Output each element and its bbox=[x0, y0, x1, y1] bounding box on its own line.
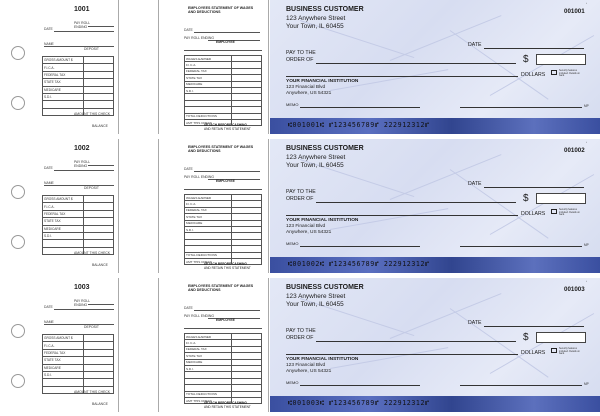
check-number: 001002 bbox=[564, 147, 585, 154]
stub-row-label: S.D.I. bbox=[43, 93, 84, 100]
padlock-icon bbox=[551, 348, 557, 353]
statement-employee-line bbox=[184, 189, 262, 190]
wage-statement bbox=[178, 139, 266, 273]
statement-row-label: MEDICARE bbox=[185, 220, 232, 226]
business-address-2: Your Town, IL 60455 bbox=[286, 301, 344, 308]
statement-date-line bbox=[194, 171, 260, 172]
statement-row-label: AMT THIS CHECK bbox=[185, 397, 232, 403]
signature-line[interactable] bbox=[460, 107, 582, 108]
statement-row-label: STATE TAX bbox=[185, 75, 232, 81]
memo-label: MEMO bbox=[286, 102, 299, 107]
statement-row-label: FEDERAL TAX bbox=[185, 207, 232, 213]
stub-row-value[interactable] bbox=[84, 71, 114, 78]
statement-employee-label: EMPLOYEE bbox=[216, 318, 235, 322]
dollars-label: DOLLARS bbox=[521, 72, 546, 78]
written-amount-line[interactable] bbox=[286, 354, 518, 355]
statement-table bbox=[184, 194, 262, 265]
perforation-line bbox=[158, 139, 159, 273]
statement-row-label: TOTAL DEDUCTIONS bbox=[185, 391, 232, 397]
stub-balance-label: BALANCE bbox=[92, 402, 108, 406]
stub-payroll-line bbox=[88, 304, 114, 305]
statement-table bbox=[184, 55, 262, 126]
corner-mark: ▪ bbox=[586, 280, 587, 283]
bank-name: YOUR FINANCIAL INSTITUTION bbox=[286, 79, 359, 84]
detach-text: DETACH BEFORE CASHING bbox=[204, 262, 247, 266]
memo-line[interactable] bbox=[300, 385, 420, 386]
stub-number: 1001 bbox=[74, 6, 90, 13]
statement-row-label: WAGES EARNED bbox=[185, 195, 232, 201]
statement-payroll-label: PAY ROLL ENDING bbox=[184, 36, 215, 40]
corner-mark: ▪ bbox=[586, 2, 587, 5]
stub-table-row bbox=[43, 86, 114, 93]
statement-row-label: AMT THIS CHECK bbox=[185, 258, 232, 264]
stub-table-row bbox=[43, 357, 114, 364]
statement-row-label: AMT THIS CHECK bbox=[185, 119, 232, 125]
retain-text: AND RETAIN THIS STATEMENT bbox=[204, 126, 251, 131]
check-set bbox=[0, 0, 600, 134]
stub-payroll-label: PAY ROLL ENDING bbox=[74, 299, 90, 307]
business-address-2: Your Town, IL 60455 bbox=[286, 162, 344, 169]
memo-label: MEMO bbox=[286, 241, 299, 246]
stub-date-label: DATE bbox=[44, 305, 53, 309]
signature-line[interactable] bbox=[460, 385, 582, 386]
business-address-1: 123 Anywhere Street bbox=[286, 15, 346, 22]
pay-to-label-1: PAY TO THE bbox=[286, 189, 316, 195]
check-number: 001003 bbox=[564, 286, 585, 293]
stub-row-label bbox=[43, 101, 84, 108]
amount-box[interactable] bbox=[536, 54, 586, 65]
wage-statement bbox=[178, 0, 266, 134]
dollar-sign: $ bbox=[523, 54, 529, 65]
pay-to-label-2: ORDER OF bbox=[286, 57, 314, 63]
stub-row-label: GROSS AMOUNT $ bbox=[43, 335, 84, 342]
check bbox=[270, 0, 600, 134]
mp-label: MP bbox=[584, 104, 589, 108]
stub-row-value[interactable] bbox=[84, 196, 114, 203]
memo-label: MEMO bbox=[286, 380, 299, 385]
stub-row-label: S.D.I. bbox=[43, 371, 84, 378]
security-text: Security features included. Details on back. bbox=[559, 208, 580, 217]
stub-deposit-label: DEPOSIT bbox=[84, 186, 99, 190]
pay-to-label-2: ORDER OF bbox=[286, 196, 314, 202]
perforation-line bbox=[158, 0, 159, 134]
statement-row-label: WAGES EARNED bbox=[185, 56, 232, 62]
retain-text: AND RETAIN THIS STATEMENT bbox=[204, 404, 251, 409]
stub-table-row bbox=[43, 335, 114, 342]
check bbox=[270, 278, 600, 412]
stub-row-value[interactable] bbox=[84, 210, 114, 217]
stub-payroll-label: PAY ROLL ENDING bbox=[74, 160, 90, 168]
perforation-line bbox=[158, 278, 159, 412]
bank-address-2: Anywhere, US 54321 bbox=[286, 369, 332, 374]
signature-line[interactable] bbox=[460, 246, 582, 247]
stub-row-value[interactable] bbox=[84, 342, 114, 349]
stub-balance-label: BALANCE bbox=[92, 124, 108, 128]
bank-name: YOUR FINANCIAL INSTITUTION bbox=[286, 357, 359, 362]
statement-row-label: FEDERAL TAX bbox=[185, 68, 232, 74]
stub-row-label bbox=[43, 379, 84, 386]
bank-name: YOUR FINANCIAL INSTITUTION bbox=[286, 218, 359, 223]
stub-date-label: DATE bbox=[44, 166, 53, 170]
perforation-line bbox=[118, 278, 119, 412]
stub-row-label: STATE TAX bbox=[43, 357, 84, 364]
memo-line[interactable] bbox=[300, 246, 420, 247]
binder-hole bbox=[11, 46, 25, 60]
statement-row-label: S.D.I. bbox=[185, 365, 232, 371]
statement-row-label: MEDICARE bbox=[185, 81, 232, 87]
stub-row-label: F.I.C.A. bbox=[43, 203, 84, 210]
dollar-sign: $ bbox=[523, 332, 529, 343]
perforation-line bbox=[118, 139, 119, 273]
date-label: DATE bbox=[468, 320, 482, 326]
retain-text: AND RETAIN THIS STATEMENT bbox=[204, 265, 251, 270]
stub-payroll-line bbox=[88, 165, 114, 166]
stub-row-label: F.I.C.A. bbox=[43, 64, 84, 71]
stub-row-value[interactable] bbox=[84, 93, 114, 100]
pay-to-label-2: ORDER OF bbox=[286, 335, 314, 341]
statement-heading: EMPLOYEES STATEMENT OF WAGES AND DEDUCTIONS bbox=[188, 284, 254, 292]
statement-row-label: STATE TAX bbox=[185, 353, 232, 359]
bank-address-2: Anywhere, US 54321 bbox=[286, 91, 332, 96]
stub-row-value[interactable] bbox=[84, 64, 114, 71]
stub-row-label: FEDERAL TAX bbox=[43, 71, 84, 78]
stub-amount-label: AMOUNT THIS CHECK bbox=[74, 112, 111, 116]
stub-date-line bbox=[54, 170, 114, 171]
statement-payroll-label: PAY ROLL ENDING bbox=[184, 175, 215, 179]
statement-employee-label: EMPLOYEE bbox=[216, 179, 235, 183]
check-set bbox=[0, 278, 600, 412]
statement-date-line bbox=[194, 310, 260, 311]
check-stub bbox=[38, 139, 118, 273]
stub-amount-label: AMOUNT THIS CHECK bbox=[74, 251, 111, 255]
statement-date-label: DATE bbox=[184, 28, 193, 32]
stub-table bbox=[42, 56, 114, 116]
stub-row-value[interactable] bbox=[84, 101, 114, 108]
stub-row-value[interactable] bbox=[84, 371, 114, 378]
stub-amount-label: AMOUNT THIS CHECK bbox=[74, 390, 111, 394]
stub-table-row bbox=[43, 101, 114, 108]
detach-text: DETACH BEFORE CASHING bbox=[204, 123, 247, 127]
stub-table-row bbox=[43, 225, 114, 232]
stub-row-value[interactable] bbox=[84, 203, 114, 210]
bank-address-1: 123 Financial Blvd bbox=[286, 224, 326, 229]
date-line[interactable] bbox=[484, 48, 584, 49]
stub-number: 1002 bbox=[74, 145, 90, 152]
detach-text: DETACH BEFORE CASHING bbox=[204, 401, 247, 405]
stub-table bbox=[42, 195, 114, 255]
stub-name-line bbox=[44, 46, 114, 47]
written-amount-line[interactable] bbox=[286, 215, 518, 216]
stub-row-value[interactable] bbox=[84, 335, 114, 342]
stub-table-row bbox=[43, 342, 114, 349]
stub-row-label: F.I.C.A. bbox=[43, 342, 84, 349]
stub-table-row bbox=[43, 93, 114, 100]
statement-heading: EMPLOYEES STATEMENT OF WAGES AND DEDUCTIONS bbox=[188, 145, 254, 153]
stub-name-label: NAME bbox=[44, 320, 54, 324]
business-address-1: 123 Anywhere Street bbox=[286, 293, 346, 300]
statement-row-label: TOTAL DEDUCTIONS bbox=[185, 252, 232, 258]
stub-row-value[interactable] bbox=[84, 357, 114, 364]
stub-table-row bbox=[43, 232, 114, 239]
stub-row-label: MEDICARE bbox=[43, 86, 84, 93]
padlock-icon bbox=[551, 209, 557, 214]
stub-row-value[interactable] bbox=[84, 225, 114, 232]
business-name: BUSINESS CUSTOMER bbox=[286, 145, 364, 152]
stub-row-value[interactable] bbox=[84, 218, 114, 225]
security-text: Security features included. Details on back. bbox=[559, 69, 580, 78]
stub-row-label: STATE TAX bbox=[43, 218, 84, 225]
amount-box[interactable] bbox=[536, 193, 586, 204]
wage-statement bbox=[178, 278, 266, 412]
statement-employee-line bbox=[184, 328, 262, 329]
security-text: Security features included. Details on back. bbox=[559, 347, 580, 356]
stub-row-value[interactable] bbox=[84, 79, 114, 86]
check-stub bbox=[38, 278, 118, 412]
marble-vein bbox=[490, 313, 594, 374]
micr-line: ⑆001001⑆ ⑈123456789⑈ 222912312⑈ bbox=[288, 121, 430, 129]
stub-row-label: GROSS AMOUNT $ bbox=[43, 196, 84, 203]
micr-line: ⑆001003⑆ ⑈123456789⑈ 222912312⑈ bbox=[288, 399, 430, 407]
mp-label: MP bbox=[584, 243, 589, 247]
stub-deposit-label: DEPOSIT bbox=[84, 325, 99, 329]
check-stub bbox=[38, 0, 118, 134]
stub-row-value[interactable] bbox=[84, 349, 114, 356]
payee-line[interactable] bbox=[316, 341, 516, 342]
stub-name-line bbox=[44, 324, 114, 325]
written-amount-line[interactable] bbox=[286, 76, 518, 77]
statement-row-label: S.D.I. bbox=[185, 87, 232, 93]
business-address-2: Your Town, IL 60455 bbox=[286, 23, 344, 30]
padlock-icon bbox=[551, 70, 557, 75]
stub-table bbox=[42, 334, 114, 394]
stub-name-label: NAME bbox=[44, 42, 54, 46]
amount-box[interactable] bbox=[536, 332, 586, 343]
statement-row-label: WAGES EARNED bbox=[185, 334, 232, 340]
statement-employee-line bbox=[184, 50, 262, 51]
binder-hole bbox=[11, 185, 25, 199]
stub-table-row bbox=[43, 379, 114, 386]
bank-address-1: 123 Financial Blvd bbox=[286, 363, 326, 368]
mp-label: MP bbox=[584, 382, 589, 386]
statement-date-label: DATE bbox=[184, 306, 193, 310]
stub-date-line bbox=[54, 309, 114, 310]
statement-row-label: TOTAL DEDUCTIONS bbox=[185, 113, 232, 119]
perforation-line bbox=[118, 0, 119, 134]
corner-mark: ▪ bbox=[586, 141, 587, 144]
statement-row-label: F.I.C.A. bbox=[185, 340, 232, 346]
stub-payroll-label: PAY ROLL ENDING bbox=[74, 21, 90, 29]
statement-date-label: DATE bbox=[184, 167, 193, 171]
check-set bbox=[0, 139, 600, 273]
stub-row-value[interactable] bbox=[84, 86, 114, 93]
stub-date-label: DATE bbox=[44, 27, 53, 31]
statement-row-label: F.I.C.A. bbox=[185, 62, 232, 68]
stub-table-row bbox=[43, 371, 114, 378]
stub-balance-label: BALANCE bbox=[92, 263, 108, 267]
statement-heading: EMPLOYEES STATEMENT OF WAGES AND DEDUCTIONS bbox=[188, 6, 254, 14]
stub-row-label: STATE TAX bbox=[43, 79, 84, 86]
micr-line: ⑆001002⑆ ⑈123456789⑈ 222912312⑈ bbox=[288, 260, 430, 268]
stub-row-value[interactable] bbox=[84, 379, 114, 386]
binder-hole bbox=[11, 374, 25, 388]
business-name: BUSINESS CUSTOMER bbox=[286, 6, 364, 13]
statement-date-line bbox=[194, 32, 260, 33]
detach-notice bbox=[204, 124, 251, 132]
stub-table-row bbox=[43, 196, 114, 203]
dollars-label: DOLLARS bbox=[521, 350, 546, 356]
date-label: DATE bbox=[468, 42, 482, 48]
stub-row-value[interactable] bbox=[84, 57, 114, 64]
check-number: 001001 bbox=[564, 8, 585, 15]
stub-row-label: FEDERAL TAX bbox=[43, 210, 84, 217]
statement-payroll-label: PAY ROLL ENDING bbox=[184, 314, 215, 318]
bank-address-1: 123 Financial Blvd bbox=[286, 85, 326, 90]
pay-to-label-1: PAY TO THE bbox=[286, 50, 316, 56]
stub-table-row bbox=[43, 203, 114, 210]
perforation-line bbox=[268, 278, 269, 412]
stub-row-value[interactable] bbox=[84, 232, 114, 239]
stub-row-label: S.D.I. bbox=[43, 232, 84, 239]
stub-number: 1003 bbox=[74, 284, 90, 291]
stub-table-row bbox=[43, 218, 114, 225]
statement-row-label: FEDERAL TAX bbox=[185, 346, 232, 352]
date-line[interactable] bbox=[484, 187, 584, 188]
stub-date-line bbox=[54, 31, 114, 32]
stub-name-label: NAME bbox=[44, 181, 54, 185]
date-line[interactable] bbox=[484, 326, 584, 327]
marble-vein bbox=[490, 35, 594, 96]
check bbox=[270, 139, 600, 273]
stub-deposit-label: DEPOSIT bbox=[84, 47, 99, 51]
pay-to-label-1: PAY TO THE bbox=[286, 328, 316, 334]
binder-hole bbox=[11, 324, 25, 338]
statement-row-label: STATE TAX bbox=[185, 214, 232, 220]
dollars-label: DOLLARS bbox=[521, 211, 546, 217]
dollar-sign: $ bbox=[523, 193, 529, 204]
stub-row-label: MEDICARE bbox=[43, 364, 84, 371]
stub-table-row bbox=[43, 71, 114, 78]
date-label: DATE bbox=[468, 181, 482, 187]
stub-table-row bbox=[43, 349, 114, 356]
business-name: BUSINESS CUSTOMER bbox=[286, 284, 364, 291]
marble-vein bbox=[490, 174, 594, 235]
statement-row-label: S.D.I. bbox=[185, 226, 232, 232]
detach-notice bbox=[204, 402, 251, 410]
stub-table-row bbox=[43, 79, 114, 86]
stub-table-row bbox=[43, 240, 114, 247]
memo-line[interactable] bbox=[300, 107, 420, 108]
stub-row-label bbox=[43, 240, 84, 247]
stub-table-row bbox=[43, 210, 114, 217]
payee-line[interactable] bbox=[316, 63, 516, 64]
stub-table-row bbox=[43, 364, 114, 371]
stub-row-label: MEDICARE bbox=[43, 225, 84, 232]
stub-table-row bbox=[43, 64, 114, 71]
payee-line[interactable] bbox=[316, 202, 516, 203]
stub-name-line bbox=[44, 185, 114, 186]
stub-payroll-line bbox=[88, 26, 114, 27]
business-address-1: 123 Anywhere Street bbox=[286, 154, 346, 161]
statement-row-label: F.I.C.A. bbox=[185, 201, 232, 207]
stub-table-row bbox=[43, 57, 114, 64]
stub-row-label: FEDERAL TAX bbox=[43, 349, 84, 356]
binder-hole bbox=[11, 96, 25, 110]
stub-row-label: GROSS AMOUNT $ bbox=[43, 57, 84, 64]
bank-address-2: Anywhere, US 54321 bbox=[286, 230, 332, 235]
detach-notice bbox=[204, 263, 251, 271]
perforation-line bbox=[268, 0, 269, 134]
statement-row-label: MEDICARE bbox=[185, 359, 232, 365]
statement-employee-label: EMPLOYEE bbox=[216, 40, 235, 44]
perforation-line bbox=[268, 139, 269, 273]
stub-row-value[interactable] bbox=[84, 240, 114, 247]
binder-hole bbox=[11, 235, 25, 249]
statement-table bbox=[184, 333, 262, 404]
stub-row-value[interactable] bbox=[84, 364, 114, 371]
